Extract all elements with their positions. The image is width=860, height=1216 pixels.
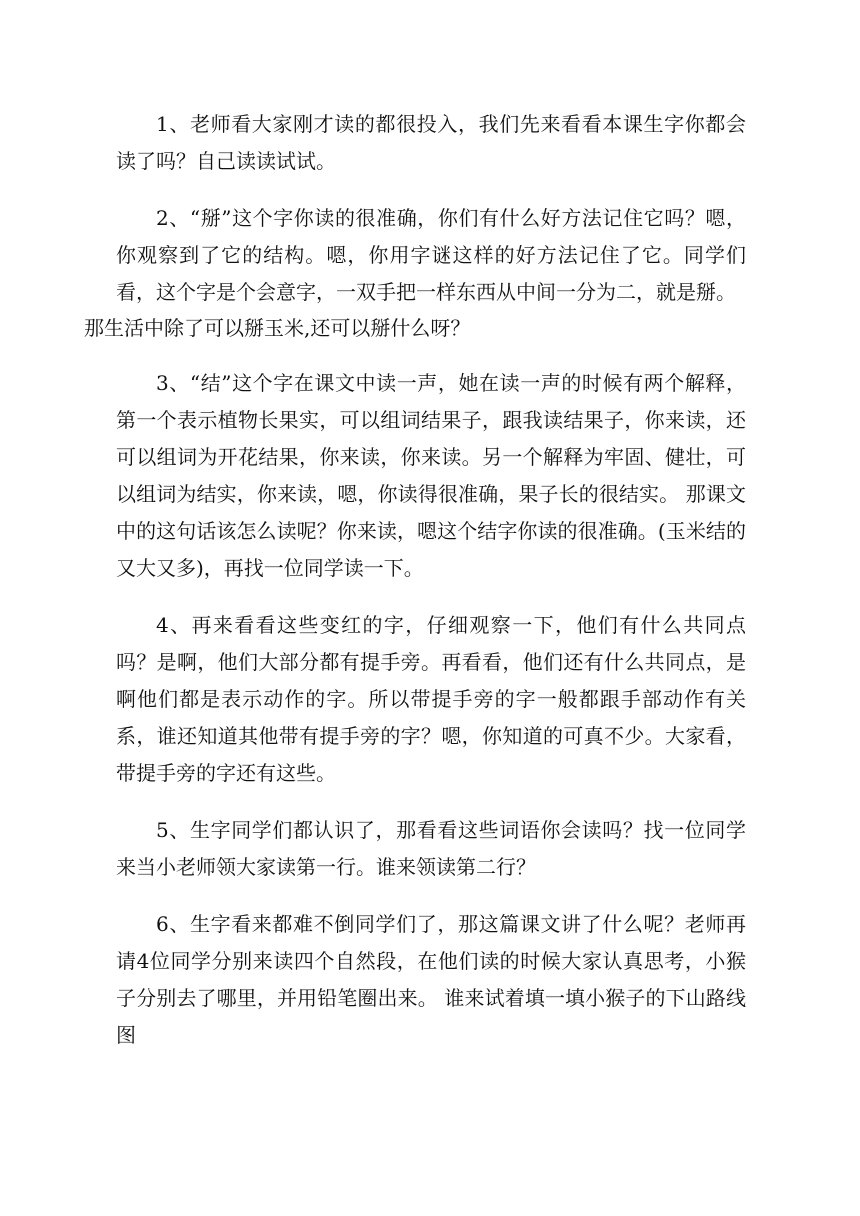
paragraph-4: 4、再来看看这些变红的字，仔细观察一下，他们有什么共同点吗？是啊，他们大部分都有提手旁。再看看，他们还有什么共同点，是啊他们都是表示动作的字。所以带提手旁的字一般都跟手部动作有关系，谁还知道其他带有提手旁的字？嗯，你知道的可真不少。大家看，带提手旁的字还有这些。: [116, 613, 746, 785]
paragraph-2-continuation: 那生活中除了可以掰玉米,还可以掰什么呀？: [84, 316, 471, 340]
paragraph-5: 5、生字同学们都认识了，那看看这些词语你会读吗？找一位同学来当小老师领大家读第一行。谁来领读第二行？: [116, 818, 746, 879]
paragraph-2: 2、“掰”这个字你读的很准确，你们有什么好方法记住它吗？嗯，你观察到了它的结构。嗯，你用字谜这样的好方法记住了它。同学们看，这个字是个会意字，一双手把一样东西从中间一分为二，就是掰。: [116, 206, 746, 304]
paragraph-6: 6、生字看来都难不倒同学们了，那这篇课文讲了什么呢？老师再请4位同学分别来读四个自然段，在他们读的时候大家认真思考，小猴子分别去了哪里，并用铅笔圈出来。 谁来试着填一填小猴子的下山路线图: [116, 912, 746, 1047]
document-page: [84, 106, 746, 1054]
paragraph-3: 3、“结”这个字在课文中读一声，她在读一声的时候有两个解释，第一个表示植物长果实，可以组词结果子，跟我读结果子，你来读，还可以组词为开花结果，你来读，你来读。另一个解释为牢固、健壮，可以组词为结实，你来读，嗯，你读得很准确，果子长的很结实。 那课文中的这句话该怎么读呢？你来读，嗯这个结字你读的很准确。(玉米结的又大又多)，再找一位同学读一下。: [116, 371, 746, 580]
paragraph-1: 1、老师看大家刚才读的都很投入，我们先来看看本课生字你都会读了吗？自己读读试试。: [116, 112, 746, 173]
